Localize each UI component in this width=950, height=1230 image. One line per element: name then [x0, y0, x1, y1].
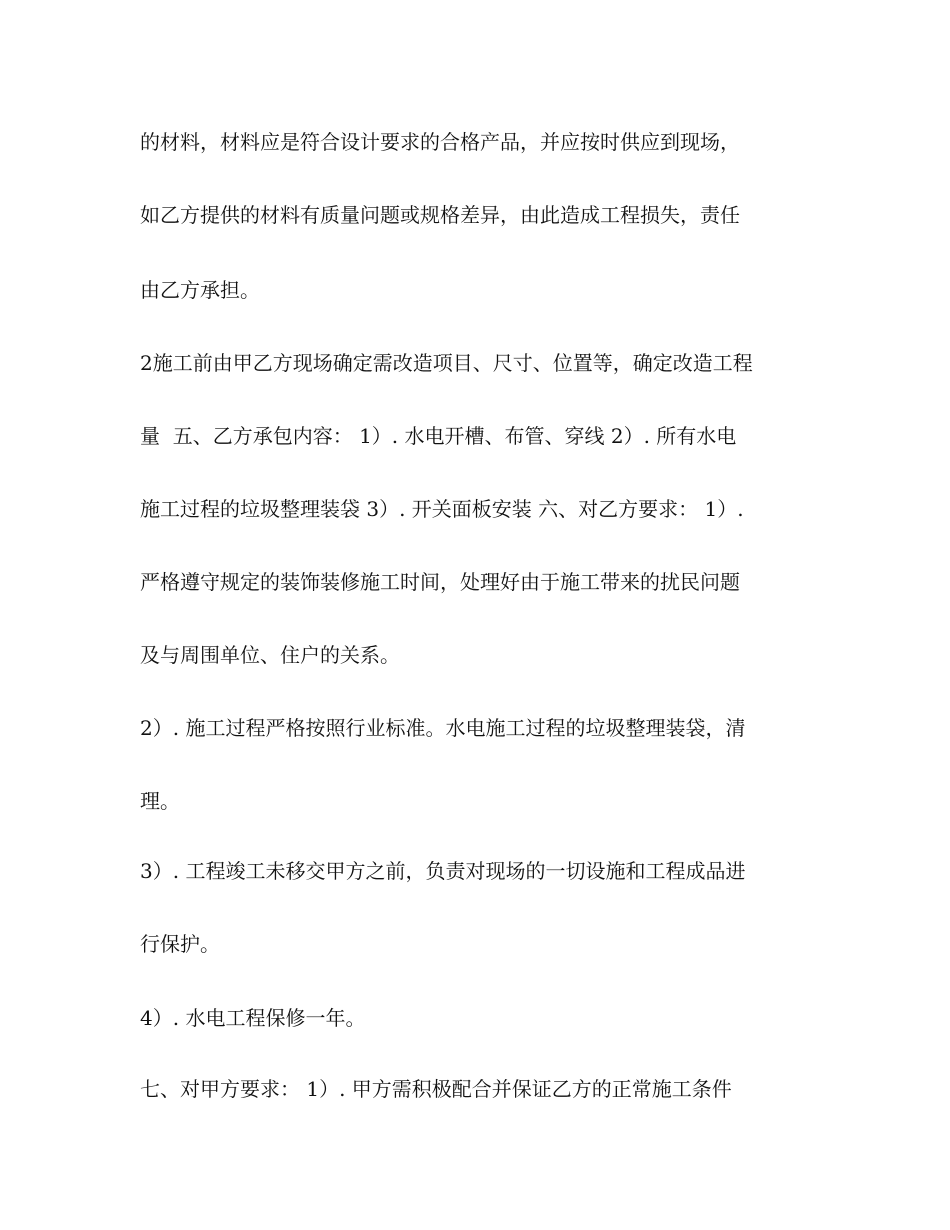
- text-line: 量 五、乙方承包内容： 1）. 水电开槽、布管、穿线 2）. 所有水电: [140, 424, 737, 448]
- text-line: 3）. 工程竣工未移交甲方之前，负责对现场的一切设施和工程成品进: [140, 859, 746, 883]
- text-line: 七、对甲方要求： 1）. 甲方需积极配合并保证乙方的正常施工条件: [140, 1077, 732, 1101]
- text-line: 4）. 水电工程保修一年。: [140, 1006, 366, 1030]
- text-line: 严格遵守规定的装饰装修施工时间，处理好由于施工带来的扰民问题: [140, 570, 740, 594]
- text-line: 2施工前由甲乙方现场确定需改造项目、尺寸、位置等，确定改造工程: [140, 351, 753, 375]
- text-line: 2）. 施工过程严格按照行业标准。水电施工过程的垃圾整理装袋，清: [140, 716, 746, 740]
- text-line: 施工过程的垃圾整理装袋 3）. 开关面板安装 六、对乙方要求： 1）.: [140, 497, 744, 521]
- text-line: 由乙方承担。: [140, 278, 260, 302]
- text-line: 如乙方提供的材料有质量问题或规格差异，由此造成工程损失，责任: [140, 203, 740, 227]
- text-line: 的材料，材料应是符合设计要求的合格产品，并应按时供应到现场，: [140, 130, 740, 154]
- text-line: 及与周围单位、住户的关系。: [140, 643, 400, 667]
- text-line: 行保护。: [140, 932, 220, 956]
- text-line: 理。: [140, 789, 180, 813]
